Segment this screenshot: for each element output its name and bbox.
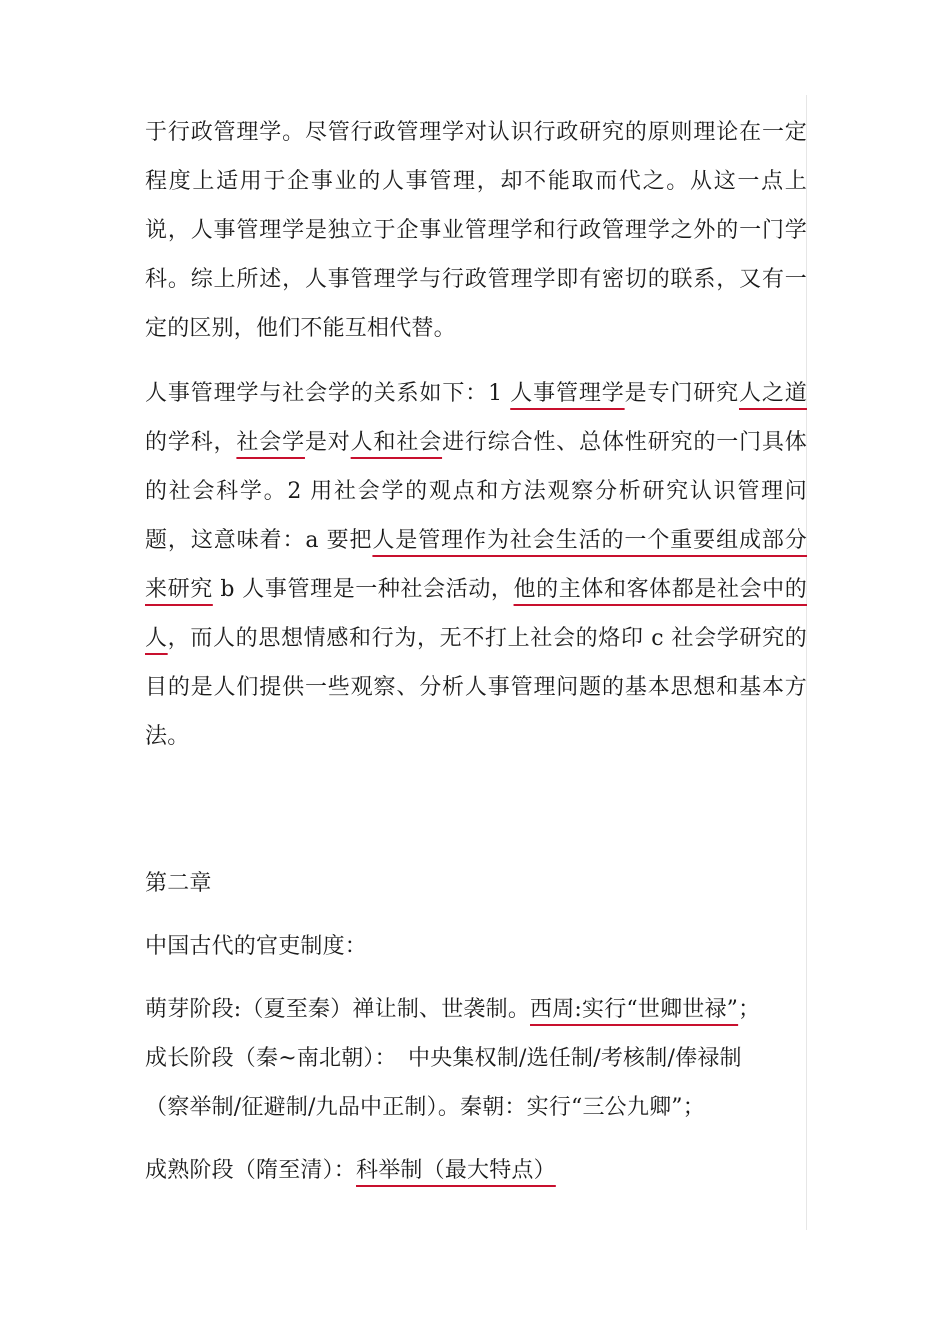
stage-line-growth-detail: （察举制/征避制/九品中正制）。秦朝：实行“三公九卿”； [145,1095,705,1120]
text-span: 进行综合性、总体性研究的一门具体的社会科学。2 用社会学的观点和方法观察分析研究认识管理问题，这意味着：a 要把 [145,430,807,553]
section-heading: 中国古代的官吏制度： [145,934,368,959]
text-span: 萌芽阶段:（夏至秦）禅让制、世袭制。 [145,997,531,1022]
paragraph-admin-management: 于行政管理学。尽管行政管理学对认识行政研究的原则理论在一定程度上适用于企事业的人事管理，却不能取而代之。从这一点上说，人事管理学是独立于企事业管理学和行政管理学之外的一门学科。综上所述，人事管理学与行政管理学即有密切的联系，又有一定的区别，他们不能互相代替。 [145,120,807,341]
underlined-term: 西周:实行“世卿世禄” [530,997,739,1022]
text-span: 是对 [304,430,351,455]
text-span: 是专门研究 [624,381,740,406]
stage-line-growth: 成长阶段（秦~南北朝）： 中央集权制/选任制/考核制/俸禄制 [145,1046,742,1071]
underlined-term: 社会学 [236,430,305,455]
underlined-term: 科举制（最大特点） [356,1158,556,1183]
paragraph-official-stages [145,985,807,1132]
text-span: ； [738,997,761,1022]
underlined-term: 人和社会 [350,430,443,455]
underlined-term: 人事管理学 [510,381,625,406]
stage-line-sprout [145,985,807,1034]
underlined-term: 他的主体和客体都是社会中的人 [145,577,807,651]
text-span: 的学科， [145,430,237,455]
text-span: 成熟阶段（隋至清）： [145,1158,357,1183]
chapter-heading: 第二章 [145,871,212,896]
document-body [145,108,807,1195]
underlined-term: 人是管理作为社会生活的一个重要组成部分来研究 [145,528,808,602]
text-span: b 人事管理是一种社会活动， [212,577,514,602]
text-span: ，而人的思想情感和行为，无不打上社会的烙印 c 社会学研究的目的是人们提供一些观察、分析人事管理问题的基本思想和基本方法。 [145,626,808,749]
paragraph-sociology-relation [145,369,807,761]
underlined-term: 人之道 [739,381,807,406]
text-span: 人事管理学与社会学的关系如下：1 [145,381,511,406]
paragraph-mature-stage [145,1146,807,1195]
